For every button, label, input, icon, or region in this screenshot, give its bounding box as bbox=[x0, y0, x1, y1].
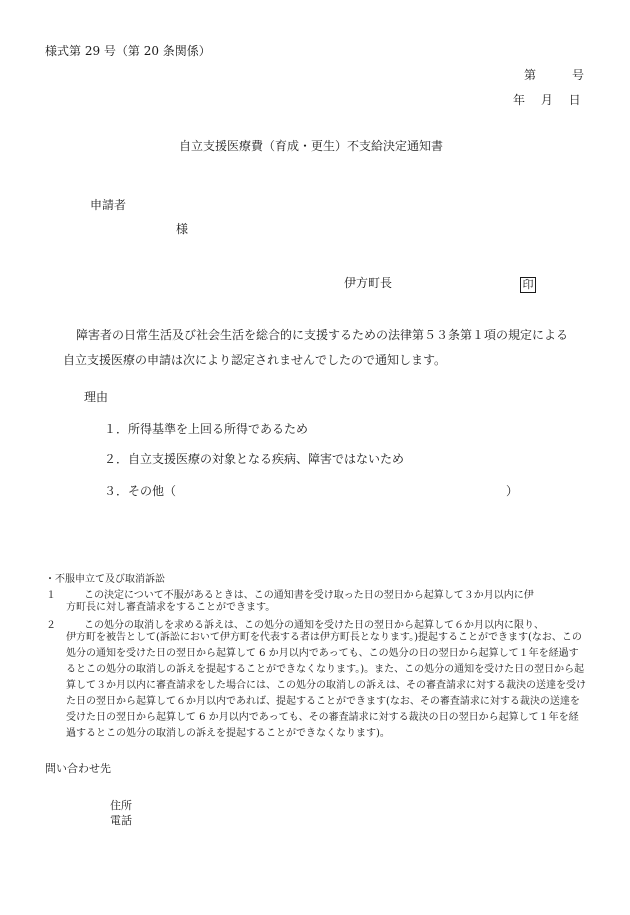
appeal-item-2-first-line: この処分の取消しを求める訴えは、この処分の通知を受けた日の翌日から起算して６か月以内に限り、 bbox=[84, 620, 544, 631]
seal-mark bbox=[520, 273, 536, 293]
body-line-1: 障害者の日常生活及び社会生活を総合的に支援するための法律第５３条第１項の規定による bbox=[76, 328, 569, 342]
appeal-item-2-continuation: 伊方町を被告として(訴訟において伊方町を代表する者は伊方町長となります。)提起することができます(なお、この処分の通知を受けた日の翌日から起算して 6 か月以内であっても、この処分の日の翌日から起算して１年を経過するとこの処分の取消しの訴えを提起することができなくなります。)。また、この処分の通知を受けた日の翌日から起算して３か月以内に審査請求をした場合には、この処分の取消しの訴えは、その審査請求に対する裁決の送達を受けた日の翌日から起算して６か月以内であれば、提起することができます(なお、その審査請求に対する裁決の送達を受けた日の翌日から起算して 6 か月以内であっても、その審査請求に対する裁決の日の翌日から起算して１年を経過するとこの処分の取消しの訴えを提起することができなくなります)。 bbox=[66, 632, 586, 739]
document-number: 第 号 bbox=[524, 68, 585, 82]
contact-heading: 問い合わせ先 bbox=[45, 762, 111, 775]
appeal-item-1-first-line: この決定について不服があるときは、この通知書を受け取った日の翌日から起算して３か月以内に伊 bbox=[84, 590, 534, 601]
reason-item-2: ２．自立支援医療の対象となる疾病、障害ではないため bbox=[104, 452, 405, 466]
reason-other-close: ） bbox=[506, 484, 519, 498]
applicant-honorific: 様 bbox=[176, 222, 189, 236]
contact-phone-label: 電話 bbox=[110, 814, 132, 827]
appeal-item-1-continuation: 方町長に対し審査請求をすることができます。 bbox=[66, 602, 276, 613]
reasons-heading: 理由 bbox=[84, 390, 109, 404]
appeal-item-1-number: １ bbox=[46, 590, 56, 601]
body-line-2: 自立支援医療の申請は次により認定されませんでしたので通知します。 bbox=[63, 353, 447, 367]
document-title: 自立支援医療費（育成・更生）不支給決定通知書 bbox=[179, 139, 444, 153]
applicant-label: 申請者 bbox=[90, 198, 127, 212]
appeal-heading: ・不服申立て及び取消訴訟 bbox=[45, 574, 165, 585]
issuer-name: 伊方町長 bbox=[344, 276, 393, 290]
form-number-label: 様式第 29 号（第 20 条関係） bbox=[45, 44, 211, 58]
reason-item-3: ３．その他（ bbox=[104, 484, 177, 498]
document-date: 年 月 日 bbox=[513, 93, 581, 107]
appeal-item-2-number: ２ bbox=[46, 620, 56, 631]
seal-icon: 印 bbox=[520, 277, 536, 293]
contact-address-label: 住所 bbox=[110, 799, 132, 812]
reason-item-1: １．所得基準を上回る所得であるため bbox=[104, 422, 309, 436]
